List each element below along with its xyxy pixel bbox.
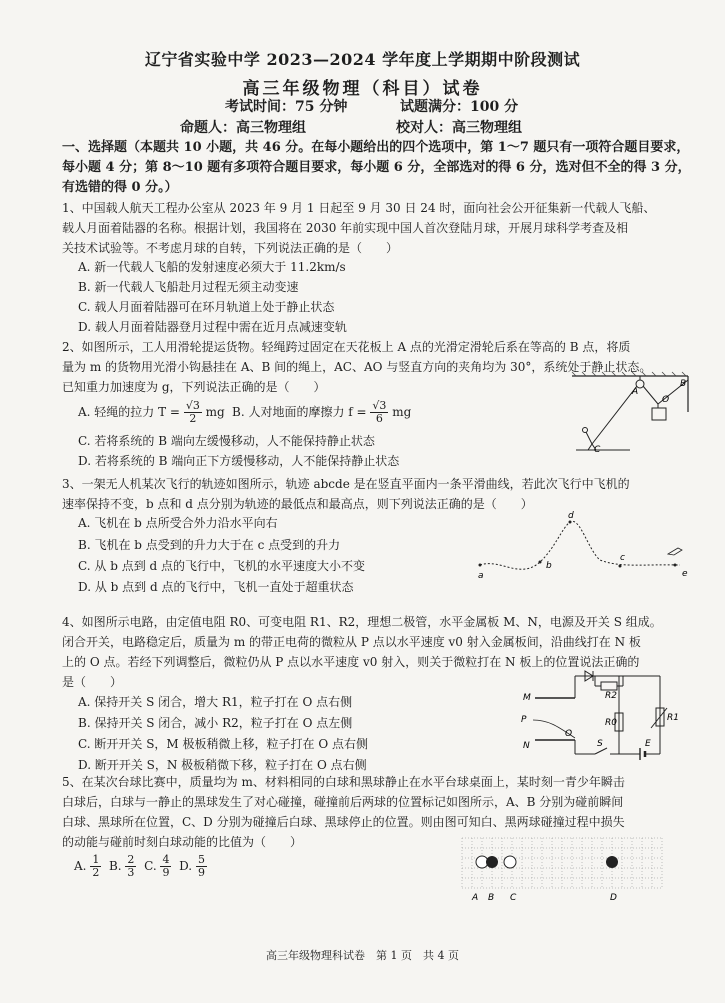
q5-option-c: C. $\frac{4}{9}$ <box>144 853 170 879</box>
exam-subtitle: 高三年级物理（科目）试卷 <box>242 79 483 99</box>
exam-checker: 校对人：高三物理组 <box>396 120 522 136</box>
q3-trajectory-figure <box>470 510 700 590</box>
q3-option-c: C. 从 b 点到 d 点的飞行中，飞机的水平速度大小不变 <box>78 559 366 573</box>
q1-option-c: C. 载人月面着陆器可在环月轨道上处于静止状态 <box>78 300 335 314</box>
q2-label-a: A <box>632 387 639 397</box>
q4-label-r0: R0 <box>605 718 617 728</box>
q3-label-c: c <box>620 553 625 563</box>
q2-line2: 量为 m 的货物用光滑小钩悬挂在 A、B 间的绳上，AC、AO 与竖直方向的夹角均为 30°，系统处于静止状态。 <box>62 360 652 374</box>
q5-label-a: A <box>472 893 479 903</box>
q3-label-d: d <box>568 511 574 521</box>
black-ball-d <box>606 856 618 868</box>
q5-option-d: D. $\frac{5}{9}$ <box>179 853 205 879</box>
exam-title: 辽宁省实验中学 2023—2024 学年度上学期期中阶段测试 <box>144 50 581 69</box>
q4-label-r1: R1 <box>667 713 679 723</box>
q2-option-a: A. 轻绳的拉力 T = $\frac{√3}{2}$ mg <box>78 399 225 425</box>
q4-line1: 4、如图所示电路，由定值电阻 R0、可变电阻 R1、R2，理想二极管，水平金属板 M、N，电源及开关 S 组成。 <box>62 615 662 629</box>
q4-label-r2: R2 <box>605 691 617 701</box>
q2-option-d: D. 若将系统的 B 端向正下方缓慢移动，人不能保持静止状态 <box>78 454 400 468</box>
q2-line1: 2、如图所示，工人用滑轮提运货物。轻绳跨过固定在天花板上 A 点的光滑定滑轮后系在等高的 B 点，将质 <box>62 340 631 354</box>
q5-line4: 的动能与碰前时刻白球动能的比值为（ ） <box>62 835 303 849</box>
q3-line1: 3、一架无人机某次飞行的轨迹如图所示，轨迹 abcde 是在竖直平面内一条平滑曲线，若此次飞行中飞机的 <box>62 477 630 491</box>
q4-line3: 上的 O 点。若经下列调整后，微粒仍从 P 点以水平速度 v0 射入，则关于微粒打在 N 板上的位置说法正确的 <box>62 655 640 669</box>
q4-line2: 闭合开关，电路稳定后，质量为 m 的带正电荷的微粒从 P 点以水平速度 v0 射入金属板间，沿曲线打在 N 板 <box>62 635 641 649</box>
q3-line2: 速率保持不变，b 点和 d 点分别为轨迹的最低点和最高点，则下列说法正确的是（ ） <box>62 497 533 511</box>
q4-option-a: A. 保持开关 S 闭合，增大 R1，粒子打在 O 点右侧 <box>78 695 353 709</box>
q2-option-c: C. 若将系统的 B 端向左缓慢移动，人不能保持静止状态 <box>78 434 375 448</box>
q3-option-b: B. 飞机在 b 点受到的升力大于在 c 点受到的升力 <box>78 538 341 552</box>
q5-billiard-figure <box>462 838 672 904</box>
q1-option-a: A. 新一代载人飞船的发射速度必须大于 11.2km/s <box>78 260 346 274</box>
q3-label-e: e <box>682 569 688 579</box>
q2-line3: 已知重力加速度为 g，下列说法正确的是（ ） <box>62 380 326 394</box>
q4-circuit-figure <box>515 668 679 768</box>
q5-label-c: C <box>510 893 517 903</box>
q4-label-m: M <box>523 693 531 703</box>
q5-line2: 白球后，白球与一静止的黑球发生了对心碰撞，碰撞前后两球的位置标记如图所示，A、B 分别为碰前瞬间 <box>62 795 624 809</box>
q4-option-d: D. 断开开关 S，N 极板稍微下移，粒子打在 O 点右侧 <box>78 758 367 772</box>
q2-label-c: C <box>594 445 601 455</box>
q1-option-b: B. 新一代载人飞船赴月过程无须主动变速 <box>78 280 299 294</box>
q5-line1: 5、在某次台球比赛中，质量均为 m、材料相同的白球和黑球静止在水平台球桌面上，某时刻一青少年瞬击 <box>62 775 625 789</box>
q5-label-d: D <box>610 893 617 903</box>
q4-label-p: P <box>521 715 527 725</box>
q1-line3: 关技术试验等。不考虑月球的自转，下列说法正确的是（ ） <box>62 241 399 255</box>
q1-option-d: D. 载人月面着陆器登月过程中需在近月点减速变轨 <box>78 320 347 334</box>
black-ball-b <box>486 856 498 868</box>
section1-line3: 有选错的得 0 分。） <box>62 180 178 195</box>
q1-line1: 1、中国载人航天工程办公室从 2023 年 9 月 1 日起至 9 月 30 日 24 时，面向社会公开征集新一代载人飞船、 <box>62 201 656 215</box>
q4-label-s: S <box>597 739 603 749</box>
page-footer: 高三年级物理科试卷 第 1 页 共 4 页 <box>266 949 459 962</box>
q4-line4: 是（ ） <box>62 675 123 689</box>
q4-label-o: O <box>565 729 573 739</box>
q1-line2: 载人月面着陆器的名称。根据计划，我国将在 2030 年前实现中国人首次登陆月球，开展月球科学考查及相 <box>62 221 629 235</box>
white-ball-c <box>504 856 516 868</box>
q5-options <box>74 854 207 879</box>
section1-line1: 一、选择题（本题共 10 小题，共 46 分。在每小题给出的四个选项中，第 1～7 题只有一项符合题目要求， <box>62 140 690 155</box>
q4-option-c: C. 断开开关 S，M 极板稍微上移，粒子打在 O 点右侧 <box>78 737 368 751</box>
q2-label-b: B <box>680 379 687 389</box>
q5-label-b: B <box>488 893 495 903</box>
q3-label-a: a <box>478 571 484 581</box>
q3-label-b: b <box>546 561 552 571</box>
q4-label-e: E <box>645 739 651 749</box>
q2-option-b: B. 人对地面的摩擦力 f = $\frac{√3}{6}$ mg <box>232 399 412 425</box>
q3-option-d: D. 从 b 点到 d 点的飞行中，飞机一直处于超重状态 <box>78 580 354 594</box>
exam-score: 试题满分：100 分 <box>400 99 519 115</box>
q5-line3: 白球、黑球所在位置，C、D 分别为碰撞后白球、黑球停止的位置。则由图可知白、黑两球碰撞过程中损失 <box>62 815 625 829</box>
q4-option-b: B. 保持开关 S 闭合，减小 R2，粒子打在 O 点左侧 <box>78 716 353 730</box>
q2-pulley-figure <box>570 372 695 457</box>
q5-option-b: B. $\frac{2}{3}$ <box>108 853 135 879</box>
exam-time: 考试时间：75 分钟 <box>225 99 348 115</box>
exam-author: 命题人：高三物理组 <box>180 120 306 136</box>
section1-line2: 每小题 4 分；第 8～10 题有多项符合题目要求，每小题 6 分，全部选对的得 6 分，选对但不全的得 3 分， <box>62 160 691 175</box>
q2-label-o: O <box>662 395 670 405</box>
q4-label-n: N <box>523 741 530 751</box>
q3-option-a: A. 飞机在 b 点所受合外力沿水平向右 <box>78 516 278 530</box>
q5-option-a: A. $\frac{1}{2}$ <box>74 853 100 879</box>
